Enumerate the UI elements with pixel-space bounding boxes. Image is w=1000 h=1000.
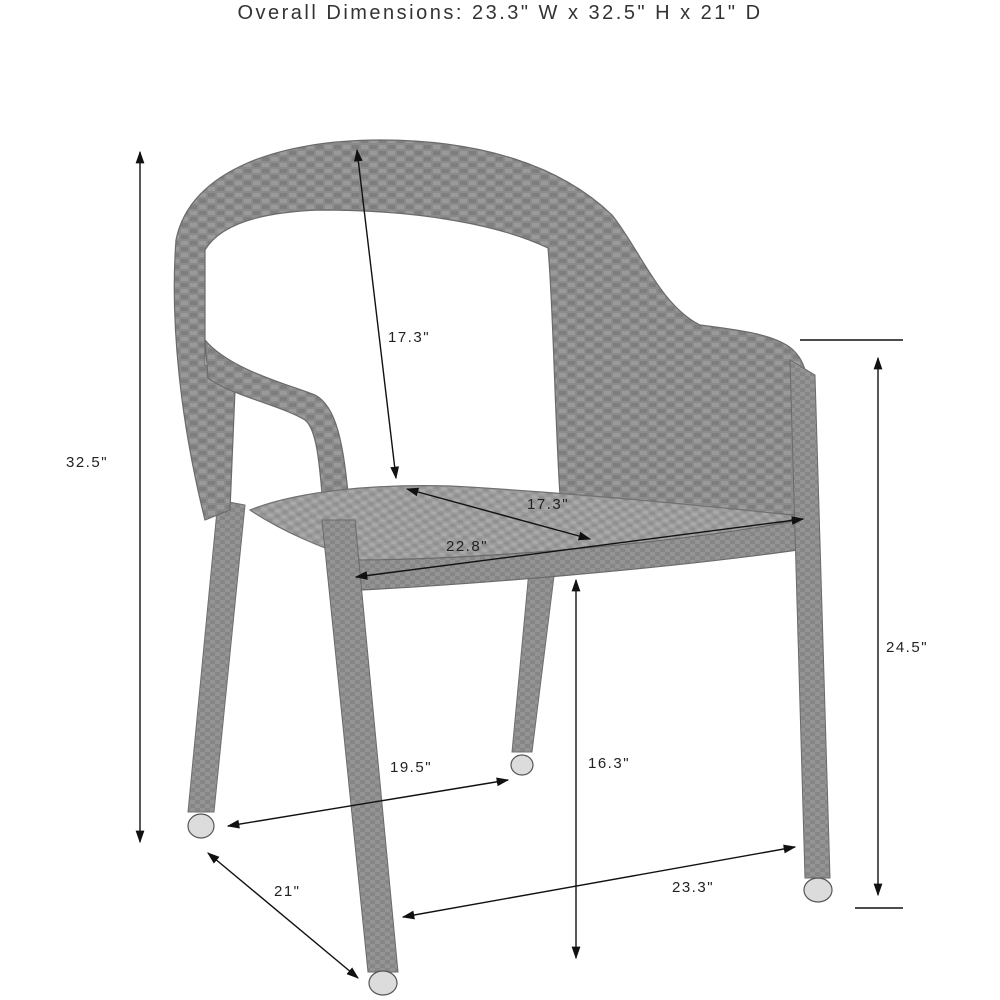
depth-label: 21" (274, 883, 301, 900)
seat-depth-label: 17.3" (527, 496, 570, 513)
foot-cap-back-left (188, 814, 214, 838)
back-height-label: 17.3" (388, 329, 431, 346)
foot-cap-back-right (511, 755, 533, 775)
chair-backrest (174, 140, 808, 520)
foot-cap-front-right (804, 878, 832, 902)
foot-cap-front-left (369, 971, 397, 995)
width-label: 23.3" (672, 879, 715, 896)
width-line (403, 847, 795, 917)
front-right-leg (790, 360, 830, 878)
back-left-leg (188, 500, 245, 812)
depth-line (208, 853, 358, 978)
arm-height-label: 24.5" (886, 639, 929, 656)
overall-height-label: 32.5" (66, 454, 109, 471)
back-right-leg (512, 560, 556, 752)
seat-width-label: 22.8" (446, 538, 489, 555)
diagram-title: Overall Dimensions: 23.3" W x 32.5" H x 21" D (237, 2, 763, 24)
seat-height-label: 16.3" (588, 755, 631, 772)
wicker-chair-illustration (174, 140, 832, 995)
inner-leg-width-label: 19.5" (390, 759, 433, 776)
